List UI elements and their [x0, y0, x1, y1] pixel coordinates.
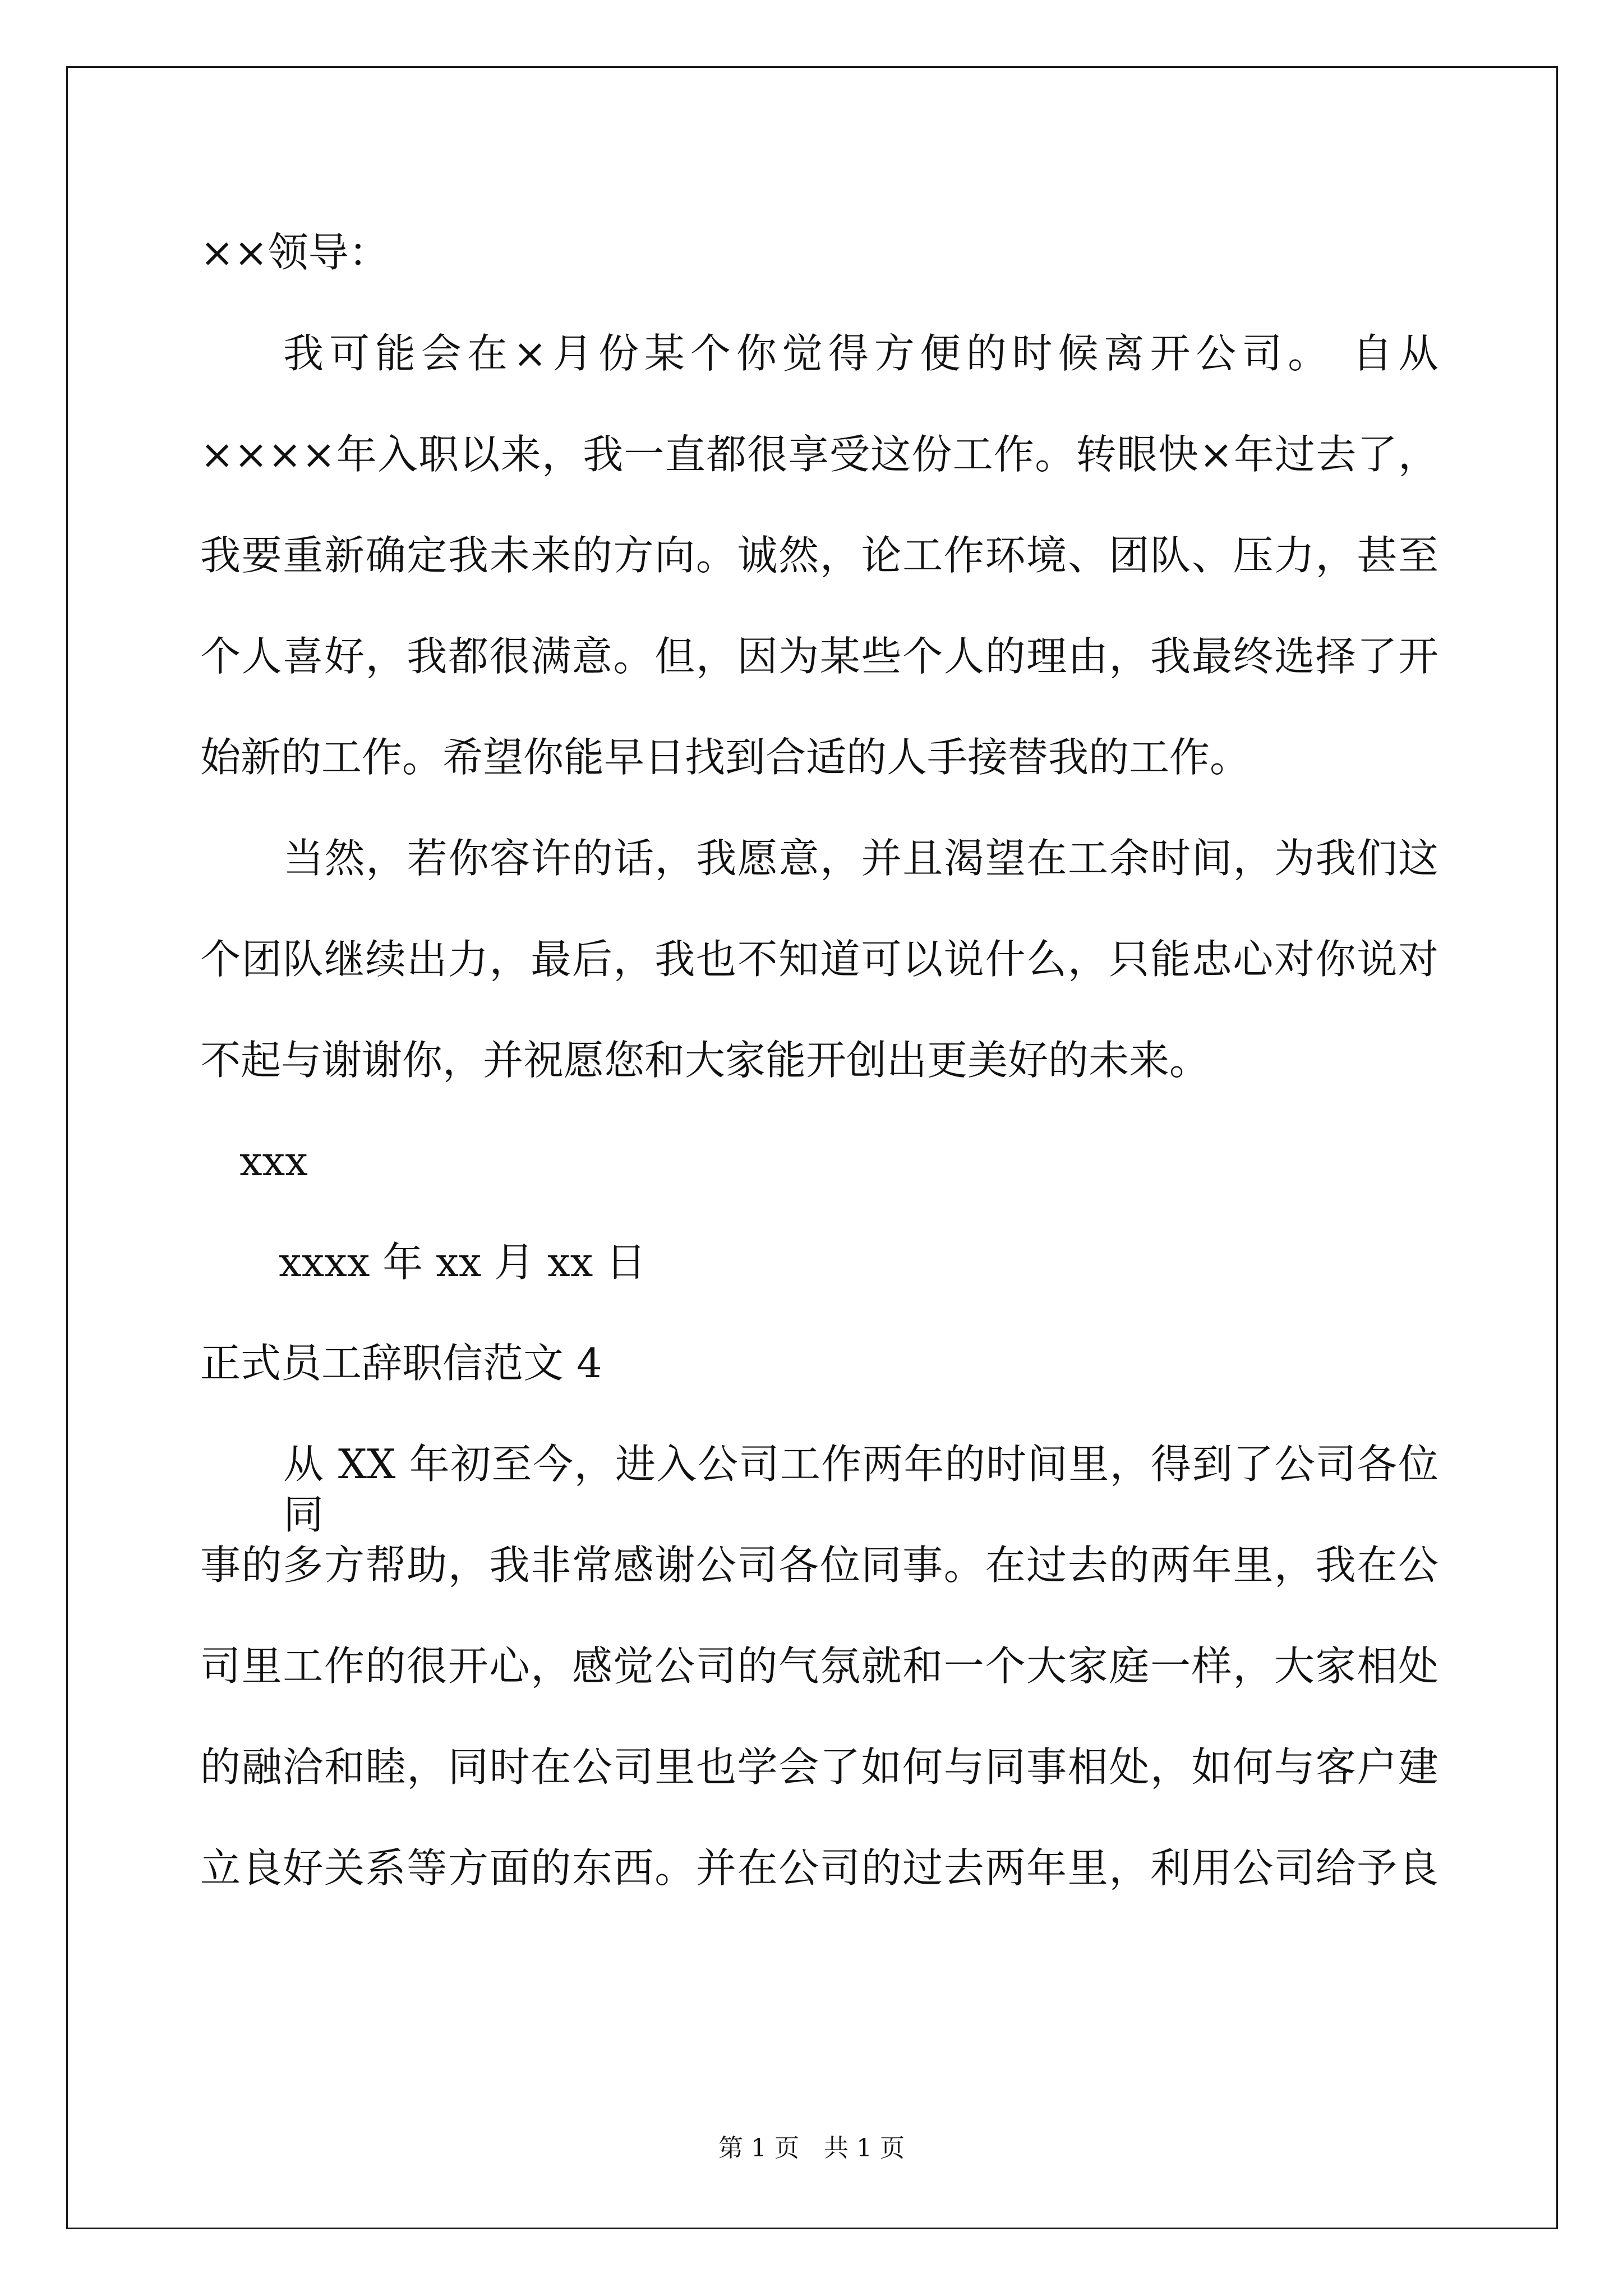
paragraph1-line-2: ××××年入职以来，我一直都很享受这份工作。转眼快×年过去了，: [200, 431, 1438, 478]
paragraph3-line-1: 从 XX 年初至今，进入公司工作两年的时间里，得到了公司各位同: [283, 1441, 1438, 1538]
paragraph1-line-3: 我要重新确定我未来的方向。诚然，论工作环境、团队、压力，甚至: [200, 532, 1438, 579]
paragraph2-line-3: 不起与谢谢你，并祝愿您和大家能开创出更美好的未来。: [200, 1037, 1210, 1084]
paragraph2-line-2: 个团队继续出力，最后，我也不知道可以说什么，只能忠心对你说对: [200, 936, 1438, 983]
paragraph3-line-3: 司里工作的很开心，感觉公司的气氛就和一个大家庭一样，大家相处: [200, 1642, 1438, 1690]
date-line: xxxx 年 xx 月 xx 日: [279, 1239, 647, 1286]
paragraph1-line-5: 始新的工作。希望你能早日找到合适的人手接替我的工作。: [200, 734, 1251, 781]
paragraph2-line-1: 当然，若你容许的话，我愿意，并且渴望在工余时间，为我们这: [283, 835, 1438, 882]
page-number-footer: 第 1 页 共 1 页: [718, 2134, 905, 2162]
paragraph3-line-4: 的融洽和睦，同时在公司里也学会了如何与同事相处，如何与客户建: [200, 1743, 1438, 1791]
section-title: 正式员工辞职信范文 4: [200, 1340, 602, 1387]
paragraph3-line-5: 立良好关系等方面的东西。并在公司的过去两年里，利用公司给予良: [200, 1844, 1438, 1892]
salutation: ××领导：: [200, 229, 389, 276]
paragraph1-line-1: 我可能会在×月份某个你觉得方便的时候离开公司。 自从: [283, 330, 1438, 377]
signature: xxx: [239, 1138, 308, 1185]
paragraph1-line-4: 个人喜好，我都很满意。但，因为某些个人的理由，我最终选择了开: [200, 633, 1438, 680]
paragraph3-line-2: 事的多方帮助，我非常感谢公司各位同事。在过去的两年里，我在公: [200, 1542, 1438, 1589]
